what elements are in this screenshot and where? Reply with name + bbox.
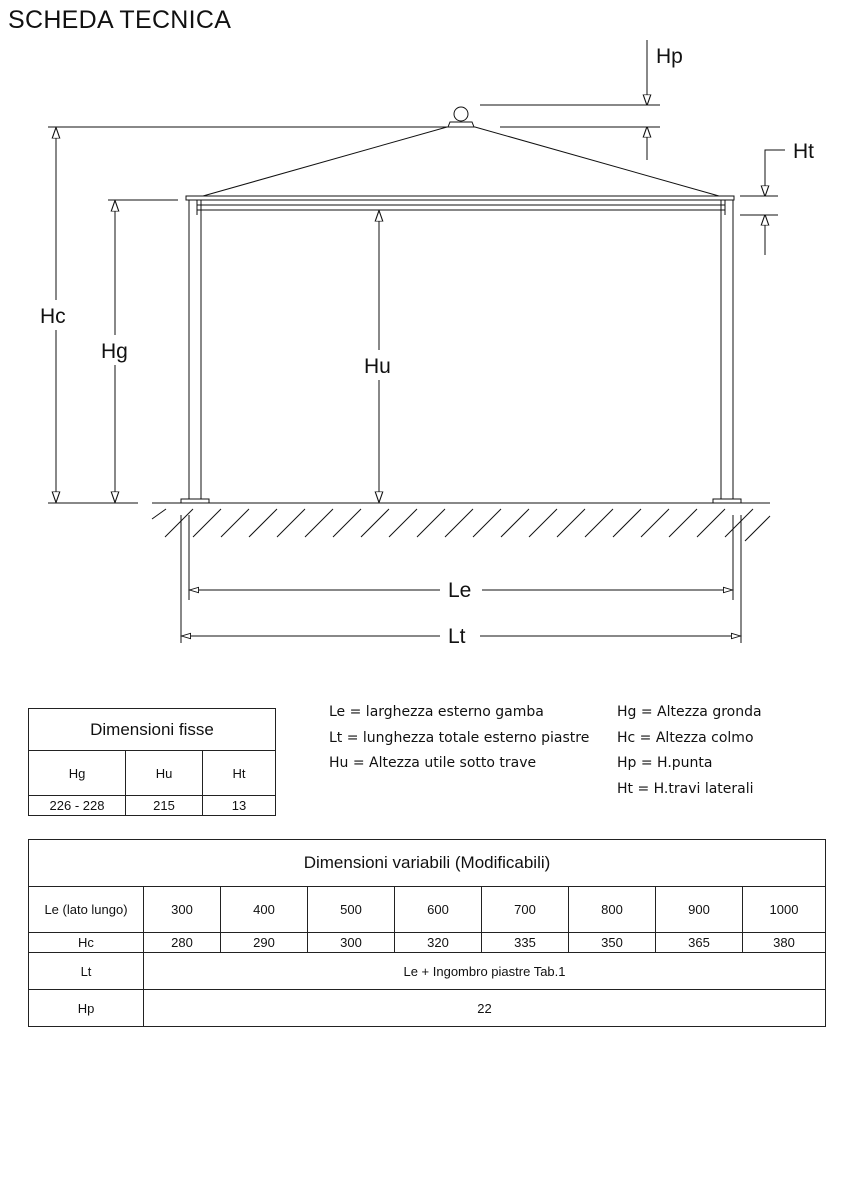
hc-value: 365	[656, 933, 743, 953]
le-value: 400	[221, 887, 308, 933]
legend-right	[617, 700, 762, 802]
le-value: 500	[308, 887, 395, 933]
le-value: 1000	[743, 887, 826, 933]
legend-item-hp: Hp = H.punta	[617, 755, 713, 771]
legend-item-hc: Hc = Altezza colmo	[617, 729, 754, 746]
hc-value: 300	[308, 933, 395, 953]
le-value: 800	[569, 887, 656, 933]
le-value: 300	[144, 887, 221, 933]
le-value: 700	[482, 887, 569, 933]
roof-finial-ball	[454, 107, 468, 121]
hc-value: 335	[482, 933, 569, 953]
le-value: 900	[656, 887, 743, 933]
fixed-value-ht: 13	[203, 796, 276, 816]
hc-value: 380	[743, 933, 826, 953]
eaves-beam	[186, 196, 734, 200]
variable-dimensions-table	[28, 839, 826, 1027]
legend-item-hu: Hu = Altezza utile sotto trave	[329, 755, 537, 771]
lt-value: Le + Ingombro piastre Tab.1	[144, 953, 826, 990]
variable-table-title: Dimensioni variabili (Modificabili)	[29, 840, 826, 887]
label-lt: Lt	[448, 625, 466, 648]
left-column	[189, 200, 201, 502]
ground	[152, 503, 770, 541]
fixed-value-hg: 226 - 228	[29, 796, 126, 816]
right-column	[721, 200, 733, 502]
hc-value: 280	[144, 933, 221, 953]
dimension-labels	[40, 45, 814, 648]
le-value: 600	[395, 887, 482, 933]
right-base-plate	[713, 499, 741, 503]
label-hp: Hp	[656, 45, 683, 68]
row-label-hp: Hp	[29, 990, 144, 1027]
gazebo-structure	[181, 107, 741, 503]
label-hg: Hg	[101, 340, 128, 363]
label-ht: Ht	[793, 140, 814, 163]
row-label-le: Le (lato lungo)	[29, 887, 144, 933]
legend-item-ht: Ht = H.travi laterali	[617, 780, 754, 797]
fixed-header-hu: Hu	[126, 751, 203, 796]
fixed-header-ht: Ht	[203, 751, 276, 796]
row-label-hc: Hc	[29, 933, 144, 953]
hc-value: 320	[395, 933, 482, 953]
fixed-table-title: Dimensioni fisse	[29, 709, 276, 751]
legend-item-lt: Lt = lunghezza totale esterno piastre	[329, 729, 590, 746]
roof-outline	[203, 127, 719, 196]
hc-value: 290	[221, 933, 308, 953]
dimension-lines	[48, 40, 785, 643]
left-base-plate	[181, 499, 209, 503]
fixed-dimensions-table	[28, 708, 276, 816]
label-le: Le	[448, 579, 472, 602]
label-hc: Hc	[40, 305, 66, 328]
roof-finial	[448, 122, 474, 127]
page-title: SCHEDA TECNICA	[8, 6, 232, 34]
hp-value: 22	[144, 990, 826, 1027]
legend-left	[329, 700, 589, 777]
legend-item-hg: Hg = Altezza gronda	[617, 704, 762, 720]
hc-value: 350	[569, 933, 656, 953]
fixed-header-hg: Hg	[29, 751, 126, 796]
legend-item-le: Le = larghezza esterno gamba	[329, 704, 544, 720]
row-label-lt: Lt	[29, 953, 144, 990]
label-hu: Hu	[364, 355, 391, 378]
fixed-value-hu: 215	[126, 796, 203, 816]
